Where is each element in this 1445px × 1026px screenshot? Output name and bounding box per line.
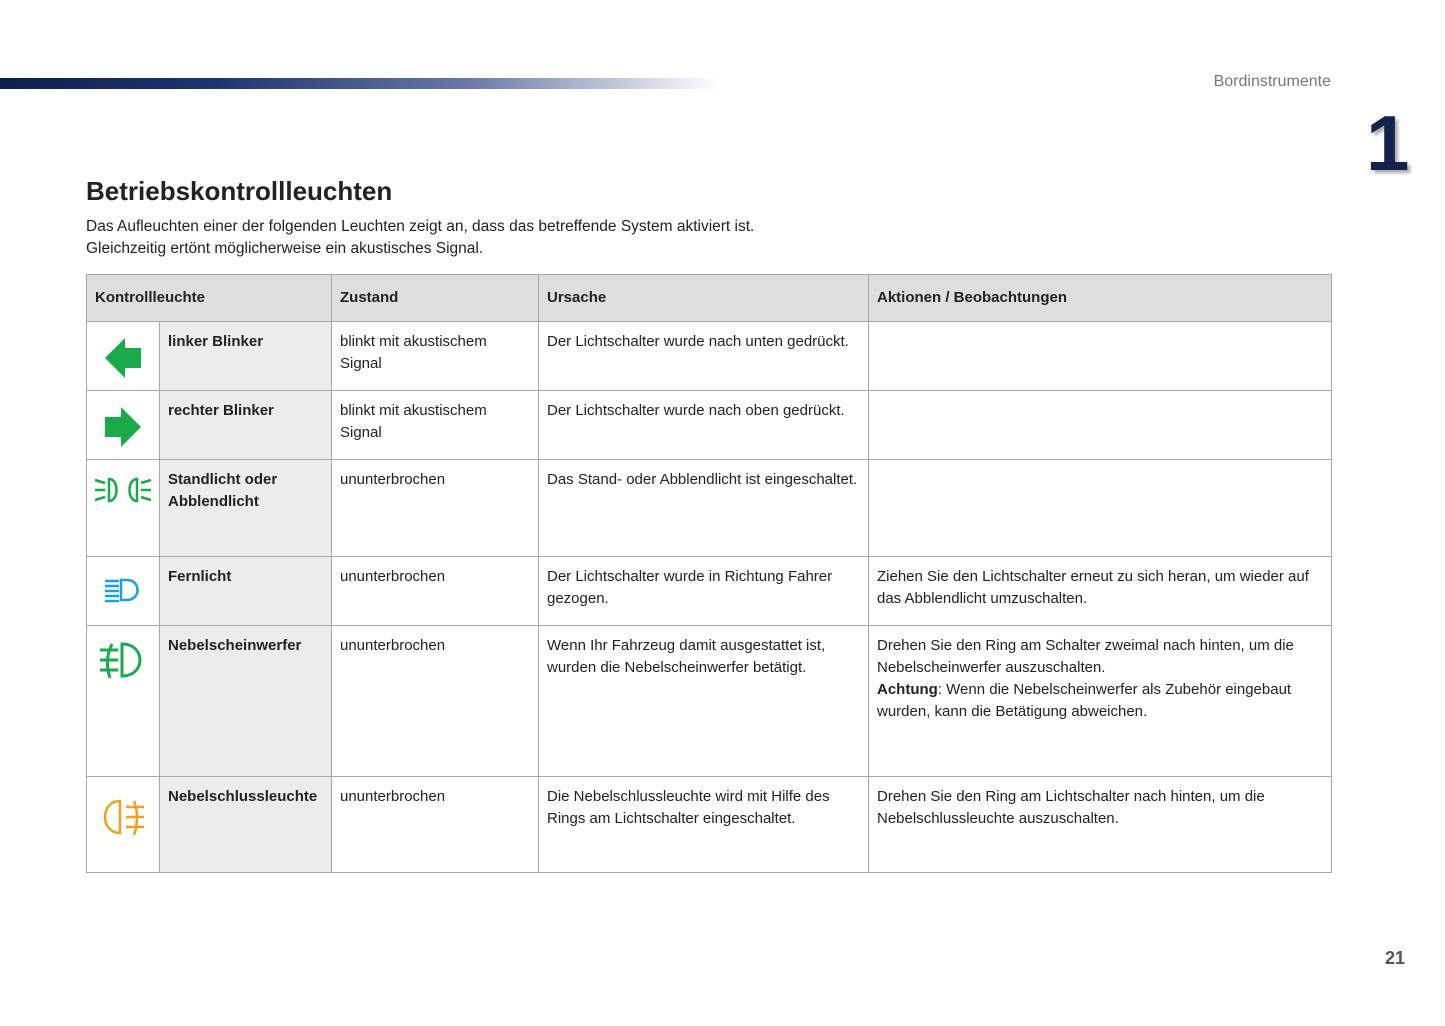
action-cell [869, 626, 1332, 777]
light-name: Fernlicht [160, 557, 332, 626]
high-beam-icon [87, 557, 160, 626]
action-cell [869, 322, 1332, 391]
header-cell: Aktionen / Beobachtungen [869, 275, 1332, 322]
table-header [87, 275, 1332, 322]
note-label: Achtung [877, 681, 938, 698]
light-name: Nebelschlussleuchte [160, 777, 332, 873]
table-row [87, 777, 1332, 873]
state-cell: blinkt mit akustischem Signal [332, 322, 539, 391]
state-cell: ununterbrochen [332, 557, 539, 626]
sidelight-icon [87, 460, 160, 557]
light-name: Standlicht oder Abblendlicht [160, 460, 332, 557]
rear-fog-icon [87, 777, 160, 873]
left-turn-arrow-icon [87, 322, 160, 391]
state-cell: ununterbrochen [332, 460, 539, 557]
header-bar [0, 78, 720, 89]
table-row [87, 626, 1332, 777]
cause-cell: Der Lichtschalter wurde nach oben gedrückt. [539, 391, 869, 460]
table-row [87, 322, 1332, 391]
intro-line: Gleichzeitig ertönt möglicherweise ein akustisches Signal. [86, 240, 484, 257]
action-text: Drehen Sie den Ring am Schalter zweimal nach hinten, um die Nebelscheinwerfer auszuschalten. [877, 637, 1294, 676]
page-number: 21 [1384, 948, 1405, 968]
table-row [87, 391, 1332, 460]
cause-cell: Die Nebelschlussleuchte wird mit Hilfe des Rings am Lichtschalter eingeschaltet. [539, 777, 869, 873]
header-cell: Zustand [332, 275, 539, 322]
intro-text [86, 216, 754, 260]
intro-line: Das Aufleuchten einer der folgenden Leuchten zeigt an, dass das betreffende System aktiviert ist. [86, 218, 755, 235]
state-cell: ununterbrochen [332, 626, 539, 777]
light-name: linker Blinker [160, 322, 332, 391]
table-row [87, 557, 1332, 626]
note-text: : Wenn die Nebelscheinwerfer als Zubehör eingebaut wurden, kann die Betätigung abweichen. [877, 681, 1292, 720]
table-row [87, 460, 1332, 557]
section-title: Bordinstrumente [1213, 73, 1331, 90]
light-name: rechter Blinker [160, 391, 332, 460]
cause-cell: Das Stand- oder Abblendlicht ist eingeschaltet. [539, 460, 869, 557]
action-cell [869, 391, 1332, 460]
header-cell: Ursache [539, 275, 869, 322]
cause-cell: Der Lichtschalter wurde nach unten gedrückt. [539, 322, 869, 391]
action-cell: Drehen Sie den Ring am Lichtschalter nach hinten, um die Nebelschlussleuchte auszuschalten. [869, 777, 1332, 873]
header-cell: Kontrollleuchte [87, 275, 332, 322]
action-cell [869, 460, 1332, 557]
cause-cell: Der Lichtschalter wurde in Richtung Fahrer gezogen. [539, 557, 869, 626]
chapter-number: 1 [1366, 99, 1410, 187]
right-turn-arrow-icon [87, 391, 160, 460]
action-cell: Ziehen Sie den Lichtschalter erneut zu sich heran, um wieder auf das Abblendlicht umzuschalten. [869, 557, 1332, 626]
page-title: Betriebskontrollleuchten [86, 176, 393, 206]
state-cell: ununterbrochen [332, 777, 539, 873]
front-fog-icon [87, 626, 160, 777]
light-name: Nebelscheinwerfer [160, 626, 332, 777]
cause-cell: Wenn Ihr Fahrzeug damit ausgestattet ist, wurden die Nebelscheinwerfer betätigt. [539, 626, 869, 777]
state-cell: blinkt mit akustischem Signal [332, 391, 539, 460]
warning-lights-table [86, 274, 1332, 873]
